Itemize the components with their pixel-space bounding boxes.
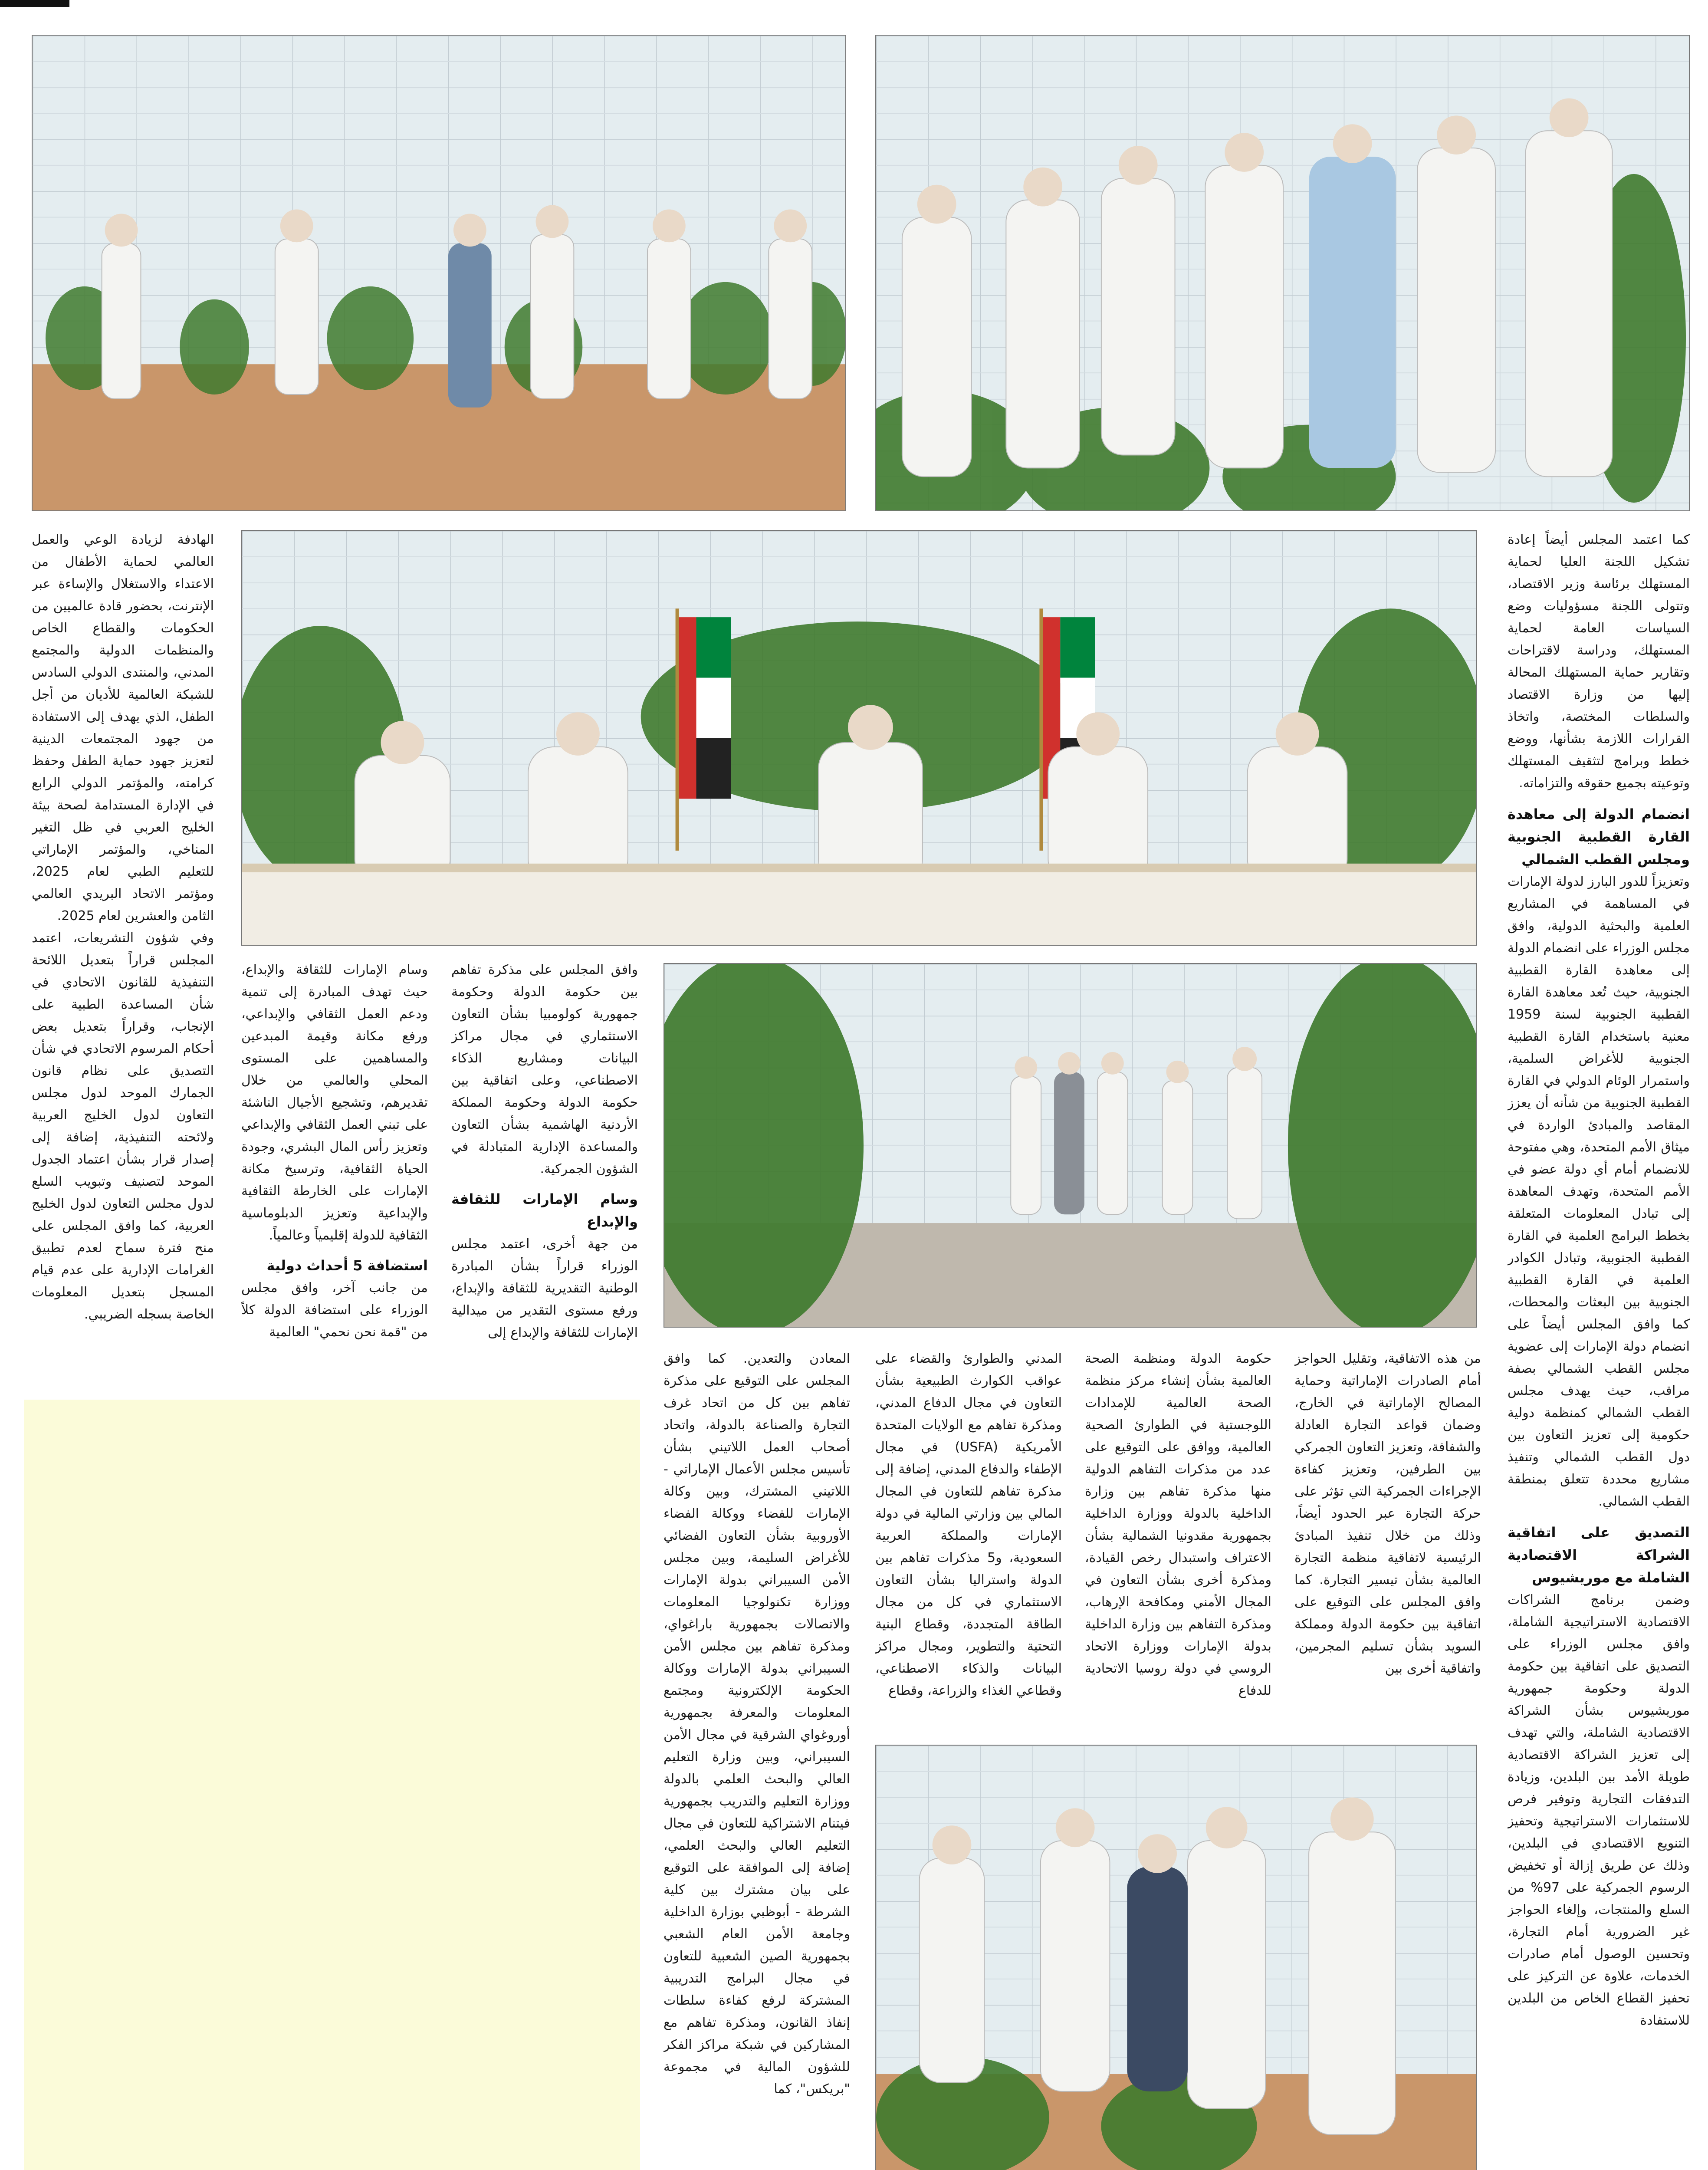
article-column-c [663, 1348, 850, 2170]
paragraph: المدني والطوارئ والقضاء على عواقب الكوارث الطبيعية بشأن التعاون في مجال الدفاع المدني، ومذكرة تفاهم مع الولايات المتحدة الأمريكية (USFA) في مجال الإطفاء والدفاع المدني، إضافة إلى مذكرة تفاهم للتعاون في المجال المالي بين وزارتي المالية في دولة الإمارات والمملكة العربية السعودية، و5 مذكرات تفاهم بين الدولة واستراليا بشأن التعاون الاستثماري في كل من مجال الطاقة المتجددة، وقطاع البنية التحتية والتطوير، ومجال مراكز البيانات والذكاء الاصطناعي، وقطاعي الغذاء والزراعة، وقطاع [875, 1351, 1062, 1698]
paragraph: من جانب آخر، وافق مجلس الوزراء على استضافة الدولة كلاً من "قمة نحن نحمي" العالمية [241, 1280, 428, 1340]
article-column-left [32, 529, 214, 1392]
paragraph: من هذه الاتفاقية، وتقليل الحواجز أمام الصادرات الإماراتية وحماية المصالح الإماراتية في الخارج، وضمان قواعد التجارة العادلة والشفافة، وتعزيز التعاون الجمركي بين الطرفين، وتعزيز كفاءة الإجراءات الجمركية التي تؤثر على حركة التجارة عبر الحدود أيضاً، وذلك من خلال تنفيذ المبادئ الرئيسية لاتفاقية منظمة التجارة العالمية بشأن تيسير التجارة. كما وافق المجلس على التوقيع على اتفاقية بين حكومة الدولة ومملكة السويد بشأن تسليم المجرمين، واتفاقية أخرى بين [1294, 1351, 1481, 1676]
paragraph: من جهة أخرى، اعتمد مجلس الوزراء قراراً بشأن المبادرة الوطنية التقديرية للثقافة والإبداع، ورفع مستوى التقدير من ميدالية الإمارات للثقافة والإبداع إلى [451, 1236, 638, 1340]
article-column-b [451, 959, 638, 1393]
photo-officials-with-shovels [875, 35, 1690, 511]
advertisement-placeholder [24, 1400, 640, 2170]
paragraph: وضمن برنامج الشراكات الاقتصادية الاستراتيجية الشاملة، وافق مجلس الوزراء على التصديق على اتفاقية بين حكومة الدولة وحكومة جمهورية موريشيوس بشأن الشراكة الاقتصادية الشاملة، والتي تهدف إلى تعزيز الشراكة الاقتصادية طويلة الأمد بين البلدين، وزيادة التدفقات التجارية وتوفير فرص للاستثمارات الاستراتيجية وتحفيز التنويع الاقتصادي في البلدين، وذلك عن طريق إزالة أو تخفيض الرسوم الجمركية على 97% من السلع والمنتجات، وإلغاء الحواجز غير الضرورية أمام التجارة، وتحسين الوصول أمام صادرات الخدمات، علاوة عن التركيز على تحفيز القطاع الخاص من البلدين للاستفادة [1508, 1592, 1690, 2028]
section-heading: التصديق على اتفاقية الشراكة الاقتصادية الشاملة مع موريشيوس [1508, 1524, 1690, 1586]
photo-tree-planting-closeup [875, 1745, 1477, 2170]
paragraph: وتعزيزاً للدور البارز لدولة الإمارات في المساهمة في المشاريع العلمية والبحثية الدولية، وافق مجلس الوزراء على انضمام الدولة إلى معاهدة القارة القطبية الجنوبية، حيث تُعد معاهدة القارة القطبية الجنوبية لسنة 1959 معنية باستخدام القارة القطبية الجنوبية للأغراض السلمية، واستمرار الوئام الدولي في القارة القطبية الجنوبية من شأنه أن يعزز المقاصد والمبادئ الواردة في ميثاق الأمم المتحدة، وهي مفتوحة للانضمام أمام أي دولة عضو في الأمم المتحدة، وتهدف المعاهدة إلى تبادل المعلومات المتعلقة بخطط البرامج العلمية في القارة القطبية الجنوبية، وتبادل الكوادر العلمية في القارة القطبية الجنوبية بين البعثات والمحطات، كما وافق المجلس أيضاً على انضمام دولة الإمارات إلى عضوية مجلس القطب الشمالي بصفة مراقب، حيث يهدف مجلس القطب الشمالي كمنظمة دولية حكومية إلى تعزيز التعاون بين دول القطب الشمالي وتنفيذ مشاريع محددة تتعلق بمنطقة القطب الشمالي. [1508, 874, 1690, 1509]
photo-tour-of-greenhouse [663, 963, 1477, 1328]
paragraph: الهادفة لزيادة الوعي والعمل العالمي لحماية الأطفال من الاعتداء والاستغلال والإساءة عبر الإنترنت، بحضور قادة عالميين من الحكومات والقطاع الخاص والمنظمات الدولية والمجتمع المدني، والمنتدى الدولي السادس للشبكة العالمية للأديان من أجل الطفل، الذي يهدف إلى الاستفادة من جهود المجتمعات الدينية لتعزيز جهود حماية الطفل وحفظ كرامته، والمؤتمر الدولي الرابع في الإدارة المستدامة لصحة بيئة الخليج العربي في ظل التغير المناخي، والمؤتمر الإماراتي للتعليم الطبي لعام 2025، ومؤتمر الاتحاد البريدي العالمي الثامن والعشرين لعام 2025. [32, 532, 214, 924]
paragraph: المعادن والتعدين. كما وافق المجلس على التوقيع على مذكرة تفاهم بين كل من اتحاد غرف التجارة والصناعة بالدولة، واتحاد أصحاب العمل اللاتيني بشأن تأسيس مجلس الأعمال الإماراتي - اللاتيني المشترك، وبين وكالة الإمارات للفضاء ووكالة الفضاء الأوروبية بشأن التعاون الفضائي للأغراض السليمة، وبين مجلس الأمن السيبراني بدولة الإمارات ووزارة تكنولوجيا المعلومات والاتصالات بجمهورية باراغواي، ومذكرة تفاهم بين مجلس الأمن السيبراني بدولة الإمارات ووكالة الحكومة الإلكترونية ومجتمع المعلومات والمعرفة بجمهورية أوروغواي الشرقية في مجال الأمن السيبراني، وبين وزارة التعليم العالي والبحث العلمي بالدولة ووزارة التعليم والتدريب بجمهورية فيتنام الاشتراكية للتعاون في مجال التعليم العالي والبحث العلمي، إضافة إلى الموافقة على التوقيع على بيان مشترك بين كلية الشرطة - أبوظبي بوزارة الداخلية وجامعة الأمن العام الشعبي بجمهورية الصين الشعبية للتعاون في مجال البرامج التدريبية المشتركة لرفع كفاءة سلطات إنفاذ القانون، ومذكرة تفاهم مع المشاركين في شبكة مراكز الفكر للشؤون المالية في مجموعة "بريكس"، كما [663, 1351, 850, 2097]
article-column-d [875, 1348, 1062, 1734]
paragraph: كما اعتمد المجلس أيضاً إعادة تشكيل اللجنة العليا لحماية المستهلك برئاسة وزير الاقتصاد، وتتولى اللجنة مسؤوليات وضع السياسات العامة لحماية المستهلك، ودراسة لاقتراحات وتقارير حماية المستهلك المحالة إليها من وزارة الاقتصاد والسلطات المختصة، واتخاذ القرارات اللازمة بشأنها، ووضع خطط وبرامج لتثقيف المستهلك وتوعيته بجميع حقوقه والتزاماته. [1508, 532, 1690, 791]
photo-greenhouse-planting-group [32, 35, 846, 511]
article-column-a [241, 959, 428, 1393]
article-column-e [1085, 1348, 1271, 1734]
paragraph: حكومة الدولة ومنظمة الصحة العالمية بشأن إنشاء مركز منظمة الصحة العالمية للإمدادات اللوجستية في الطوارئ الصحية العالمية، ووافق على التوقيع على عدد من مذكرات التفاهم الدولية منها مذكرة تفاهم بين وزارة الداخلية بالدولة ووزارة الداخلية بجمهورية مقدونيا الشمالية بشأن الاعتراف واستبدال رخص القيادة، ومذكرة أخرى بشأن التعاون في المجال الأمني ومكافحة الإرهاب، ومذكرة التفاهم بين وزارة الداخلية بدولة الإمارات ووزارة الاتحاد الروسي في دولة روسيا الاتحادية للدفاع [1085, 1351, 1271, 1698]
article-column-f [1294, 1348, 1481, 1734]
photo-cabinet-meeting-in-greenhouse [241, 530, 1477, 946]
section-heading: وسام الإمارات للثقافة والإبداع [451, 1191, 638, 1230]
page-header-bar [0, 0, 69, 7]
article-column-right [1508, 529, 1690, 2170]
section-heading: استضافة 5 أحداث دولية [266, 1257, 428, 1274]
paragraph: وفي شؤون التشريعات، اعتمد المجلس قراراً بتعديل اللائحة التنفيذية للقانون الاتحادي في شأن المساعدة الطبية على الإنجاب، وقراراً بتعديل بعض أحكام المرسوم الاتحادي في شأن التصديق على نظام قانون الجمارك الموحد لدول مجلس التعاون لدول الخليج العربية ولائحته التنفيذية، إضافة إلى إصدار قرار بشأن اعتماد الجدول الموحد لتصنيف وتبويب السلع لدول مجلس التعاون لدول الخليج العربية، كما وافق المجلس على منح فترة سماح لعدم تطبيق الغرامات الإدارية على عدم قيام المسجل بتعديل المعلومات الخاصة بسجله الضريبي. [32, 930, 214, 1322]
paragraph: وسام الإمارات للثقافة والإبداع، حيث تهدف المبادرة إلى تنمية ودعم العمل الثقافي والإبداعي، ورفع مكانة وقيمة المبدعين والمساهمين على المستوى المحلي والعالمي من خلال تقديرهم، وتشجيع الأجيال الناشئة على تبني العمل الثقافي والإبداعي وتعزيز رأس المال البشري، وجودة الحياة الثقافية، وترسيخ مكانة الإمارات على الخارطة الثقافية والإبداعية وتعزيز الدبلوماسية الثقافية للدولة إقليمياً وعالمياً. [241, 962, 428, 1243]
section-heading: انضمام الدولة إلى معاهدة القارة القطبية الجنوبية ومجلس القطب الشمالي [1508, 806, 1690, 868]
paragraph: وافق المجلس على مذكرة تفاهم بين حكومة الدولة وحكومة جمهورية كولومبيا بشأن التعاون الاستثماري في مجال مراكز البيانات ومشاريع الذكاء الاصطناعي، وعلى اتفاقية بين حكومة الدولة وحكومة المملكة الأردنية الهاشمية بشأن التعاون والمساعدة الإدارية المتبادلة في الشؤون الجمركية. [451, 962, 638, 1177]
